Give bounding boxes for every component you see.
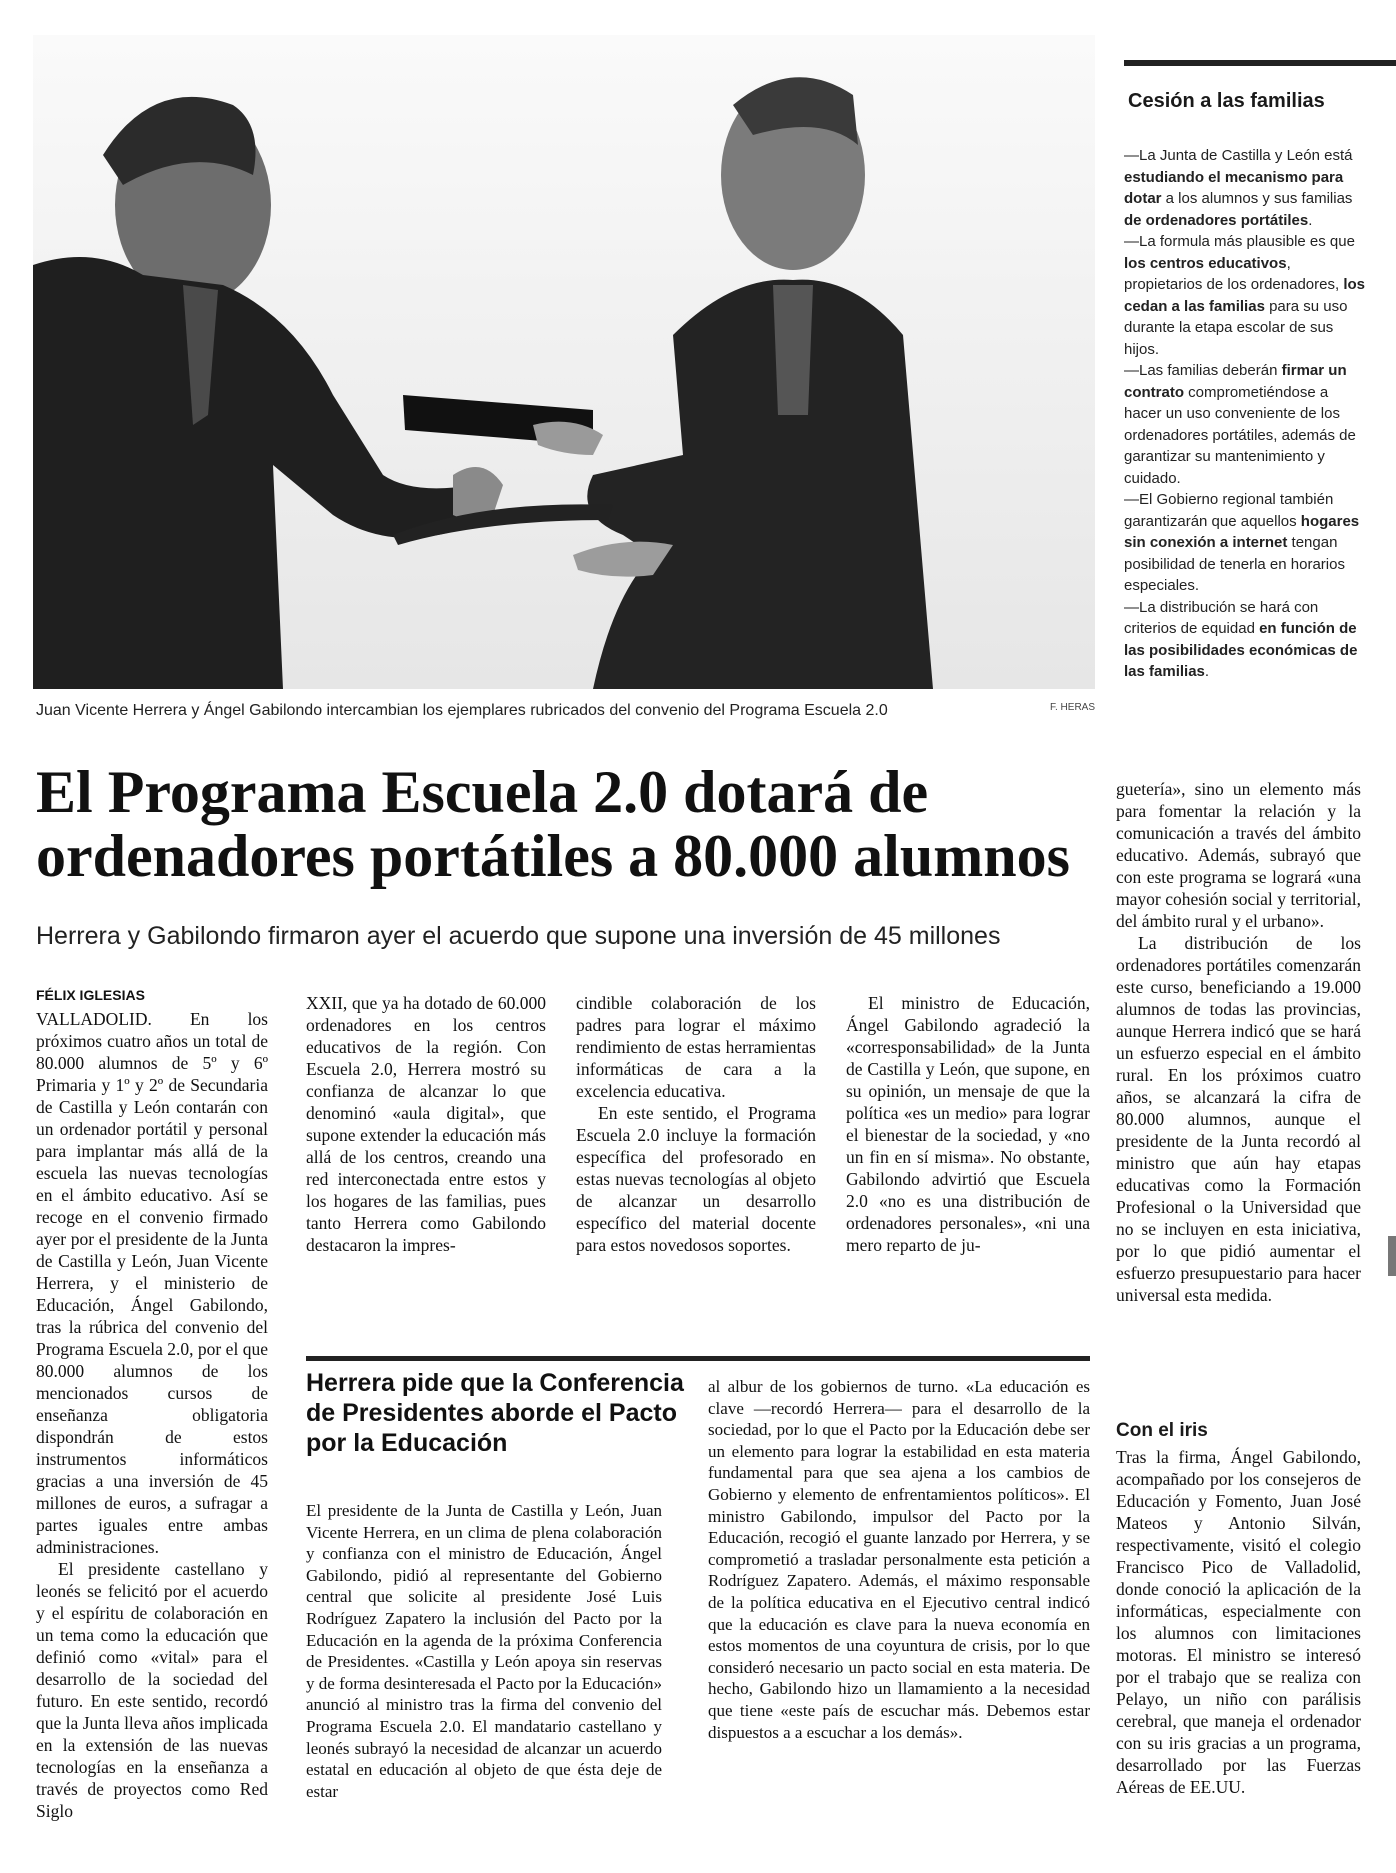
article-column-1 xyxy=(36,984,268,1822)
article-paragraph: XXII, que ya ha dotado de 60.000 ordenadores en los centros educativos de la región. Con Escuela 2.0, Herrera mostró su confianza de alcanzar lo que denominó «aula digital», que supone extender la educación más allá de los centros, creando una red interconectada entre estos y los hogares de las familias, pues tanto Herrera como Gabilondo destacaron la impres- xyxy=(306,993,546,1255)
sidebar-item-text: —Las familias deberán xyxy=(1124,362,1282,379)
sidebar-item-text: . xyxy=(1204,663,1210,680)
sidebar-item-text: —El Gobierno regional también garantizarán que aquellos xyxy=(1124,491,1334,530)
sidebar-item-bold-text: de ordenadores portátiles xyxy=(1124,211,1309,229)
sidebar-item-bold-text: los cedan a las familias xyxy=(1124,276,1365,315)
iris-paragraph: Tras la firma, Ángel Gabilondo, acompañado por los consejeros de Educación y Fomento, Juan José Mateos y Antonio Silván, respectivamente, visitó el colegio Francisco Pico de Valladolid, donde conoció la aplicación de la informáticas, especialmente con los alumnos con limitaciones motoras. El ministro se interesó por el trabajo que se realiza con Pelayo, un niño con parálisis cerebral, que maneja el ordenador con su iris gracias a un programa, desarrollado por las Fuerzas Aéreas de EE.UU. xyxy=(1116,1447,1361,1797)
sub-article-column-1 xyxy=(306,1500,662,1802)
sidebar-rule xyxy=(1124,60,1396,66)
article-paragraph: El presidente castellano y leonés se felicitó por el acuerdo y el espíritu de colaboración en un tema como la educación que definió como «vital» para el desarrollo de la sociedad del futuro. En este sentido, recordó que la Junta lleva años implicada en la extensión de las nuevas tecnologías en la enseñanza a través de proyectos como Red Siglo xyxy=(36,1559,268,1821)
sidebar-item-text: comprometiéndose a hacer un uso conveniente de los ordenadores portátiles, además de garantizar su mantenimiento y cuidado. xyxy=(1124,383,1356,487)
sidebar-item-text: . xyxy=(1308,211,1313,229)
sidebar-item-bold-text: en función de las posibilidades económicas de las familias xyxy=(1124,620,1358,680)
sidebar-item-text: , propietarios de los ordenadores, xyxy=(1124,254,1344,293)
photo-credit: F. HERAS xyxy=(1050,702,1096,713)
article-column-4 xyxy=(846,992,1090,1256)
sidebar-item xyxy=(1124,145,1369,231)
news-photo xyxy=(33,35,1095,689)
article-column-5 xyxy=(1116,778,1361,1306)
sidebar-item-text: —La formula más plausible es que xyxy=(1124,233,1355,250)
sub-article-column-2 xyxy=(708,1376,1090,1743)
sidebar-item-text: —La Junta de Castilla y León está xyxy=(1124,147,1353,164)
byline: FÉLIX IGLESIAS xyxy=(36,987,145,1003)
sub-article-headline: Herrera pide que la Conferencia de Presidentes aborde el Pacto por la Educación xyxy=(306,1369,684,1457)
sidebar-item-text: —La distribución se hará con criterios de equidad xyxy=(1124,598,1319,637)
sidebar-item-bold-text: estudiando el mecanismo para dotar xyxy=(1124,168,1344,207)
article-paragraph: cindible colaboración de los padres para lograr el máximo rendimiento de estas herramientas informáticas de cara a la excelencia educativa. xyxy=(576,993,816,1101)
sidebar-item-text: tengan posibilidad de tenerla en horarios especiales. xyxy=(1124,534,1345,594)
sidebar-item-bold-text: hogares sin conexión a internet xyxy=(1124,512,1360,551)
sidebar-item xyxy=(1124,489,1369,597)
article-paragraph: VALLADOLID. En los próximos cuatro años un total de 80.000 alumnos de 5º y 6º Primaria y 1º y 2º de Secundaria de Castilla y León contarán con un ordenador portátil y personal para implantar más allá de la escuela las nuevas tecnologías en el ámbito educativo. Así se recoge en el convenio firmado ayer por el presidente de la Junta de Castilla y León, Juan Vicente Herrera, y el ministerio de Educación, Ángel Gabilondo, tras la rúbrica del convenio del Programa Escuela 2.0, por el que 80.000 alumnos de los mencionados cursos de enseñanza obligatoria dispondrán de estos instrumentos informáticos gracias a una inversión de 45 millones de euros, a sufragar a partes iguales entre ambas administraciones. xyxy=(36,1009,268,1557)
sidebar-item xyxy=(1124,597,1369,683)
article-paragraph: La distribución de los ordenadores portátiles comenzarán este curso, beneficiando a 19.000 alumnos de todas las provincias, aunque Herrera indicó que se hará un esfuerzo especial en el ámbito rural. En los próximos cuatro años, se alcanzará la cifra de 80.000 alumnos, aunque el presidente de la Junta recordó al ministro que aún hay etapas educativas como la Formación Profesional o la Universidad que no se incluyen en esta iniciativa, por lo que pidió aumentar el esfuerzo presupuestario para hacer universal esta medida. xyxy=(1116,933,1361,1305)
sidebar-title: Cesión a las familias xyxy=(1128,90,1325,112)
page-edge-tab xyxy=(1388,1236,1396,1276)
photo-caption: Juan Vicente Herrera y Ángel Gabilondo intercambian los ejemplares rubricados del convenio del Programa Escuela 2.0 xyxy=(36,702,888,719)
sidebar-item-text: para su uso durante la etapa escolar de sus hijos. xyxy=(1124,297,1348,358)
article-headline: El Programa Escuela 2.0 dotará de ordenadores portátiles a 80.000 alumnos xyxy=(36,759,1070,889)
photo-illustration xyxy=(33,35,1095,689)
iris-column xyxy=(1116,1446,1361,1798)
sidebar-item-bold-text: firmar un contrato xyxy=(1124,362,1347,401)
article-paragraph: guetería», sino un elemento más para fomentar la relación y la comunicación a través del ámbito educativo. Además, subrayó que con este programa se logrará «una mayor cohesión social y territorial, del ámbito rural y el urbano». xyxy=(1116,779,1361,931)
sidebar-item-text: a los alumnos y sus familias xyxy=(1161,190,1353,207)
sidebar-body xyxy=(1124,145,1369,683)
iris-section-title: Con el iris xyxy=(1116,1420,1208,1441)
article-subhead: Herrera y Gabilondo firmaron ayer el acuerdo que supone una inversión de 45 millones xyxy=(36,922,1001,950)
article-paragraph: El ministro de Educación, Ángel Gabilondo agradeció la «corresponsabilidad» de la Junta de Castilla y León, que supone, en su opinión, un mensaje de que la política «es un medio» para lograr el bienestar de la sociedad, y «no un fin en sí misma». No obstante, Gabilondo advirtió que Escuela 2.0 «no es una distribución de ordenadores personales», «ni una mero reparto de ju- xyxy=(846,993,1090,1255)
sub-article-paragraph: al albur de los gobiernos de turno. «La educación es clave —recordó Herrera— para el desarrollo de la sociedad, por lo que el Pacto por la Educación debe ser un elemento para lograr la estabilidad en esta materia fundamental para que sea ajena a los cambios de Gobierno y elemento de enfrentamientos políticos». El ministro Gabilondo, impulsor del Pacto por la Educación, recogió el guante lanzado por Herrera, y se comprometió a trasladar personalmente esta petición a Rodríguez Zapatero. Además, el máximo responsable de la política educativa en el Ejecutivo central indicó que la educación es clave para la nueva economía en estos momentos de una coyuntura de crisis, por lo que consideró necesario un pacto social en esta materia. De hecho, Gabilondo hizo un llamamiento a la necesidad que tiene «este país de escuchar más. Debemos estar dispuestos a a escuchar a los demás». xyxy=(708,1377,1090,1742)
sidebar-item xyxy=(1124,231,1369,360)
sidebar-item-bold-text: los centros educativos xyxy=(1124,254,1287,272)
article-column-3 xyxy=(576,992,816,1256)
article-paragraph: En este sentido, el Programa Escuela 2.0 incluye la formación específica del profesorado en estas nuevas tecnologías al objeto de alcanzar un desarrollo específico del material docente para estos novedosos soportes. xyxy=(576,1103,816,1255)
sub-article-rule xyxy=(306,1356,1090,1361)
sub-article-paragraph: El presidente de la Junta de Castilla y León, Juan Vicente Herrera, en un clima de plena colaboración y confianza con el ministro de Educación, Ángel Gabilondo, pidió al representante del Gobierno central que solicite al presidente José Luis Rodríguez Zapatero la inclusión del Pacto por la Educación en la agenda de la próxima Conferencia de Presidentes. «Castilla y León apoya sin reservas y de forma desinteresada el Pacto por la Educación» anunció al ministro tras la firma del convenio del Programa Escuela 2.0. El mandatario castellano y leonés subrayó la necesidad de alcanzar un acuerdo estatal en educación al objeto de que ésta deje de estar xyxy=(306,1501,662,1801)
sidebar-item xyxy=(1124,360,1369,489)
article-column-2 xyxy=(306,992,546,1256)
